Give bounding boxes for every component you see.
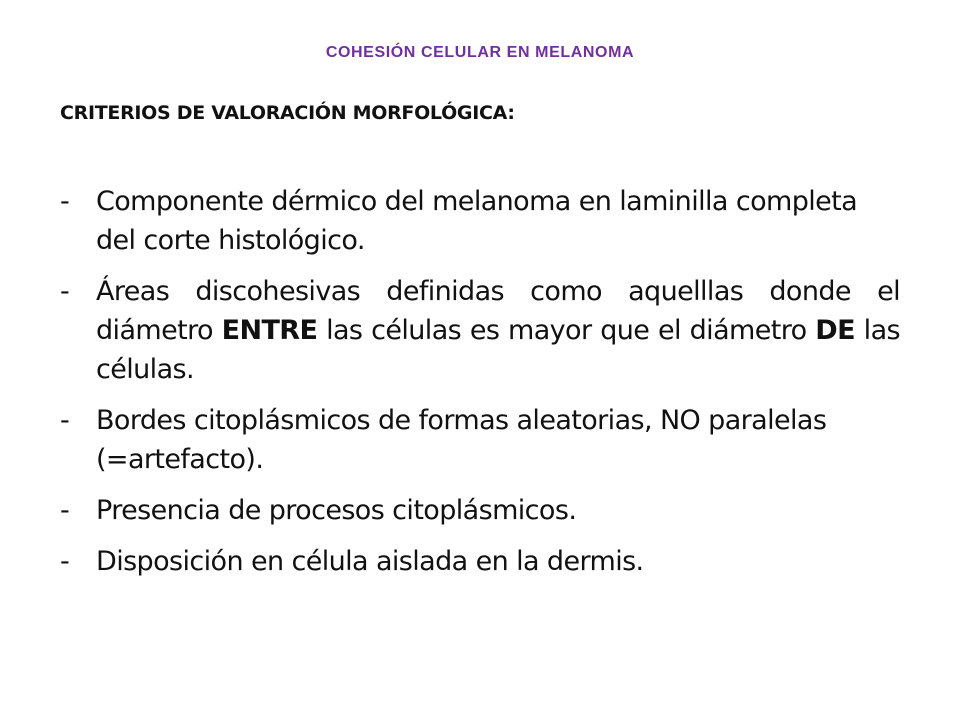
criteria-heading: CRITERIOS DE VALORACIÓN MORFOLÓGICA: [60, 102, 515, 124]
emphasis-de: DE [815, 315, 855, 346]
bullet-dash: - [60, 186, 70, 217]
list-item [60, 182, 900, 260]
list-item [60, 542, 900, 581]
list-item [60, 272, 900, 389]
text-segment: las células. [96, 315, 900, 385]
list-item-text: Bordes citoplásmicos de formas aleatorias, NO paralelas (=artefacto). [96, 405, 827, 475]
list-item-text: Componente dérmico del melanoma en laminilla completa del corte histológico. [96, 186, 858, 256]
list-item-text: Presencia de procesos citoplásmicos. [96, 495, 577, 526]
bullet-dash: - [60, 405, 70, 436]
text-segment: Áreas discohesivas definidas como aquelllas donde el diámetro [96, 276, 900, 346]
list-item [60, 491, 900, 530]
list-item [60, 401, 900, 479]
slide-title: COHESIÓN CELULAR EN MELANOMA [325, 44, 635, 61]
emphasis-entre: ENTRE [221, 315, 318, 346]
bullet-dash: - [60, 546, 70, 577]
list-item-text [96, 272, 900, 389]
bullet-dash: - [60, 495, 70, 526]
bullet-dash: - [60, 276, 70, 307]
text-segment: las células es mayor que el diámetro [317, 315, 816, 346]
list-item-text: Disposición en célula aislada en la dermis. [96, 546, 644, 577]
criteria-list [60, 182, 900, 593]
